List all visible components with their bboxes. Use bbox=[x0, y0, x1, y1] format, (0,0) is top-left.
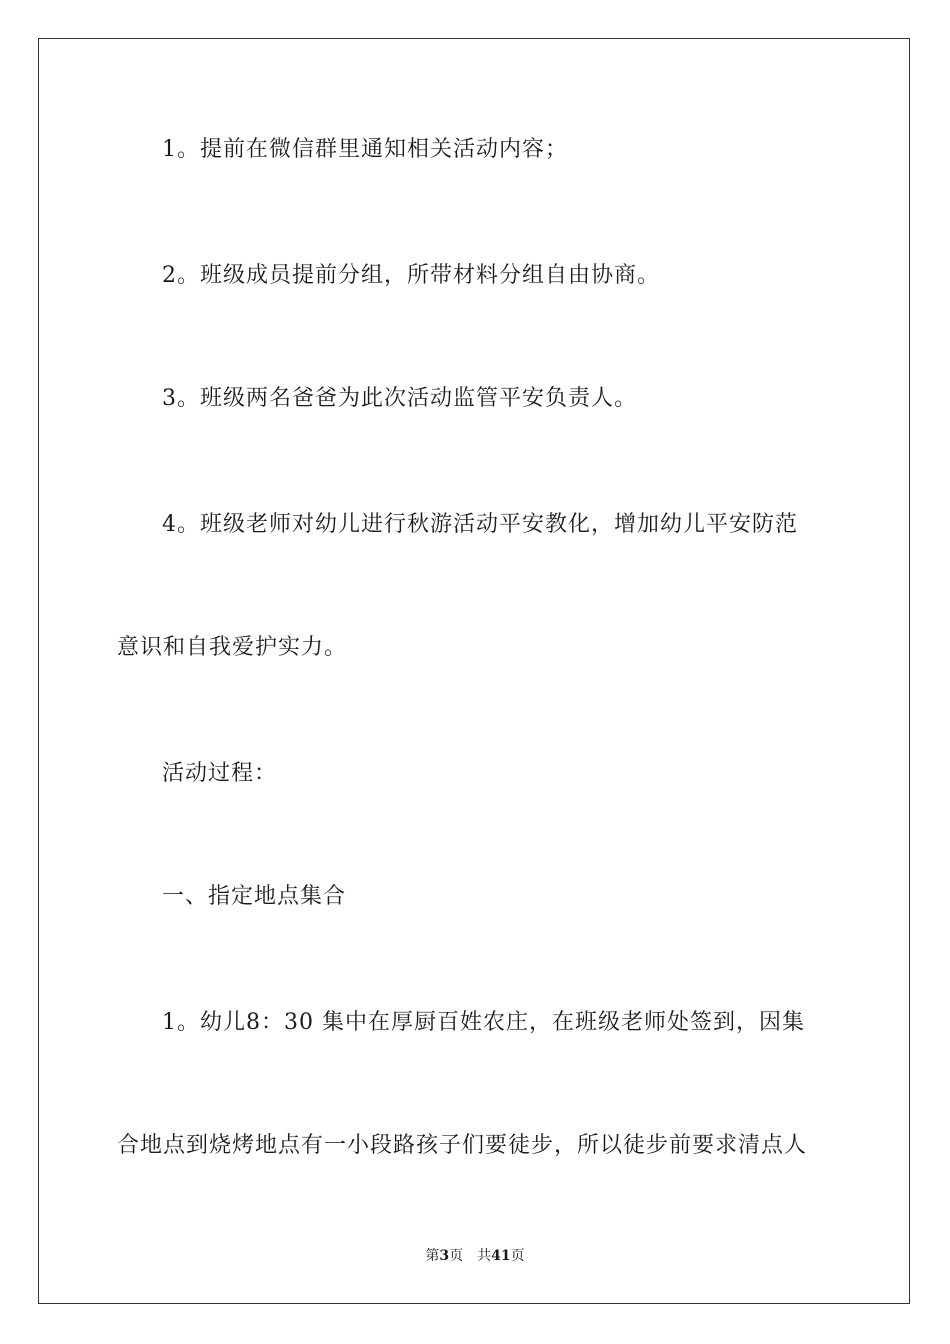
page-border bbox=[38, 38, 910, 1304]
page-footer bbox=[0, 1246, 950, 1266]
paragraph-line-5: 意识和自我爱护实力。 bbox=[117, 635, 348, 660]
footer-total-prefix: 共 bbox=[477, 1248, 492, 1264]
subheading-assembly: 一、指定地点集合 bbox=[162, 884, 347, 909]
footer-total-pages: 41 bbox=[491, 1248, 511, 1264]
footer-total-suffix: 页 bbox=[510, 1248, 525, 1264]
paragraph-line-2: 2。班级成员提前分组，所带材料分组自由协商。 bbox=[162, 263, 660, 288]
section-heading-process: 活动过程： bbox=[162, 761, 278, 786]
paragraph-line-8: 1。幼儿8：30 集中在厚厨百姓农庄，在班级老师处签到，因集 bbox=[162, 1010, 805, 1035]
paragraph-line-4: 4。班级老师对幼儿进行秋游活动平安教化，增加幼儿平安防范 bbox=[162, 512, 798, 537]
paragraph-line-1: 1。提前在微信群里通知相关活动内容； bbox=[162, 137, 568, 162]
paragraph-line-3: 3。班级两名爸爸为此次活动监管平安负责人。 bbox=[162, 386, 637, 411]
footer-page-suffix: 页 bbox=[449, 1248, 464, 1264]
footer-prefix: 第 bbox=[425, 1248, 440, 1264]
paragraph-line-9: 合地点到烧烤地点有一小段路孩子们要徒步，所以徒步前要求清点人 bbox=[117, 1133, 808, 1158]
footer-current-page: 3 bbox=[439, 1248, 450, 1264]
